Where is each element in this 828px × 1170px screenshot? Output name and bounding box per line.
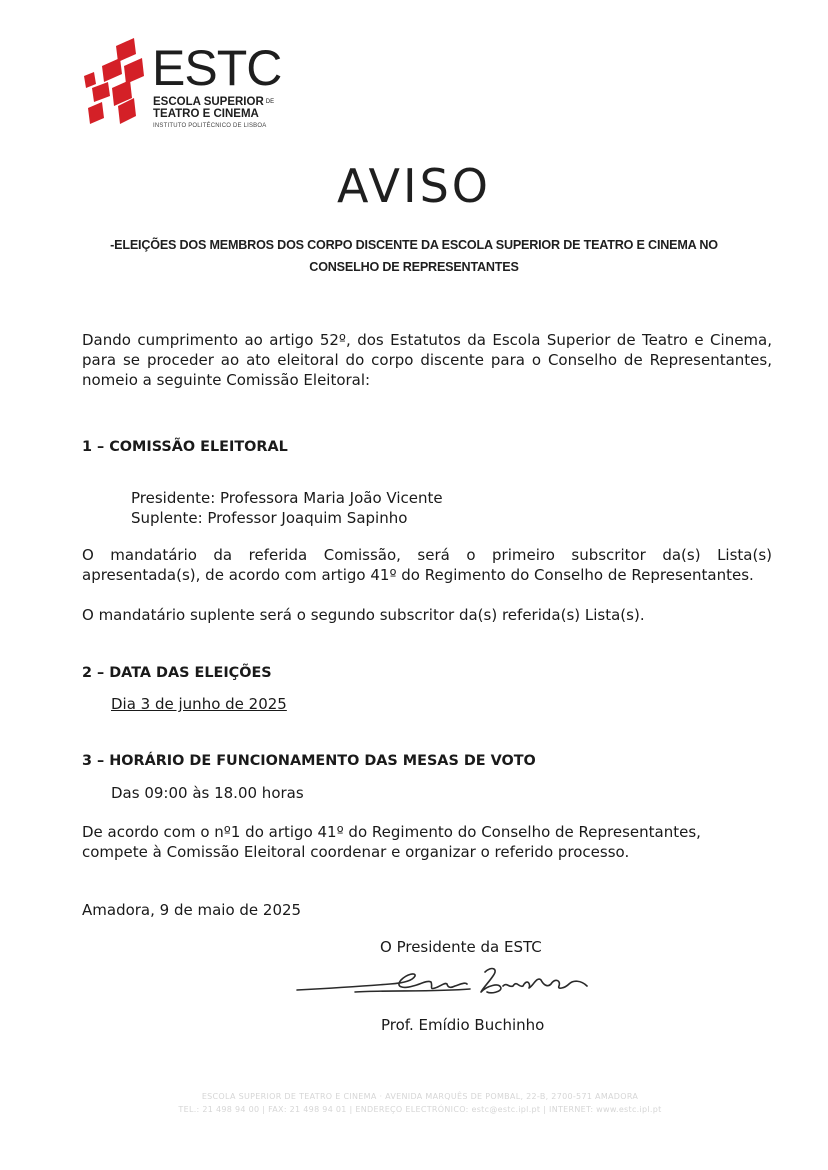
handwritten-signature-icon (295, 962, 595, 1002)
logo-line-3: INSTITUTO POLITÉCNICO DE LISBOA (153, 123, 267, 129)
subtitle-line-1: -ELEIÇÕES DOS MEMBROS DOS CORPO DISCENTE DA ESCOLA SUPERIOR DE TEATRO E CINEMA NO (110, 238, 718, 252)
document-title: AVISO (337, 159, 491, 213)
estc-logo (82, 34, 292, 134)
competence-paragraph (82, 822, 782, 862)
subtitle-line-2: CONSELHO DE REPRESENTANTES (309, 260, 519, 274)
section-3-heading: 3 – HORÁRIO DE FUNCIONAMENTO DAS MESAS DE VOTO (82, 753, 536, 769)
footer-contacts: TEL.: 21 498 94 00 | FAX: 21 498 94 01 | ENDEREÇO ELECTRÓNICO: estc@estc.ipl.pt | INTERNET: www.estc.ipl.pt (178, 1105, 662, 1114)
logo-line-2: TEATRO E CINEMA (153, 108, 259, 120)
footer-address: ESCOLA SUPERIOR DE TEATRO E CINEMA · AVENIDA MARQUÊS DE POMBAL, 22-B, 2700-571 AMADORA (201, 1092, 639, 1101)
signatory-name: Prof. Emídio Buchinho (381, 1016, 545, 1034)
signatory-role: O Presidente da ESTC (380, 938, 542, 956)
mandatary-paragraph: O mandatário da referida Comissão, será o primeiro subscritor da(s) Lista(s) apresentada(s), de acordo com artigo 41º do Regimento do Conselho de Representantes. (82, 546, 772, 584)
section-2-heading: 2 – DATA DAS ELEIÇÕES (82, 665, 272, 681)
substitute-mandatary-paragraph: O mandatário suplente será o segundo subscritor da(s) referida(s) Lista(s). (82, 606, 645, 624)
intro-paragraph: Dando cumprimento ao artigo 52º, dos Estatutos da Escola Superior de Teatro e Cinema, para se proceder ao ato eleitoral do corpo discente para o Conselho de Representantes, nomeio a seguinte Comissão Eleitoral: (82, 331, 772, 389)
commission-substitute: Suplente: Professor Joaquim Sapinho (131, 509, 408, 527)
logo-wordmark: ESTC (152, 40, 282, 96)
competence-line-2: compete à Comissão Eleitoral coordenar e organizar o referido processo. (82, 843, 630, 861)
place-and-date: Amadora, 9 de maio de 2025 (82, 901, 302, 919)
page-footer (120, 1090, 720, 1116)
section-1-heading: 1 – COMISSÃO ELEITORAL (82, 439, 288, 455)
voting-hours: Das 09:00 às 18.00 horas (111, 784, 304, 802)
election-date: Dia 3 de junho de 2025 (111, 695, 287, 713)
estc-logo-mark-icon (82, 36, 152, 128)
document-subtitle (100, 234, 728, 278)
commission-president: Presidente: Professora Maria João Vicente (131, 489, 443, 507)
competence-line-1: De acordo com o nº1 do artigo 41º do Regimento do Conselho de Representantes, (82, 823, 701, 841)
logo-line-1: ESCOLA SUPERIOR $^{DE}$ (153, 96, 275, 108)
